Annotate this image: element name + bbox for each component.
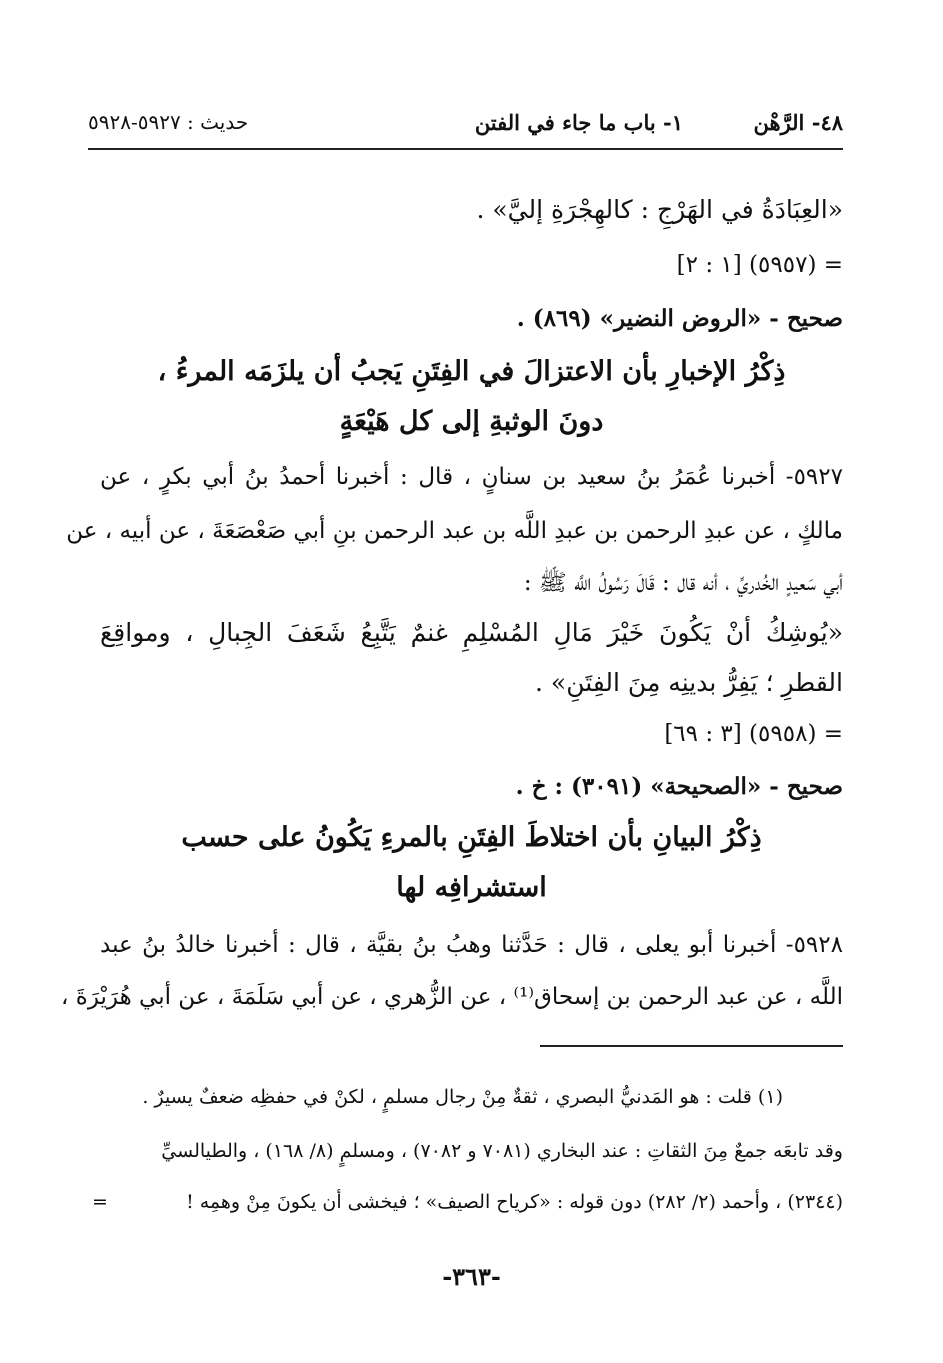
hadith-5928-line-1: ٥٩٢٨- أخبرنا أبو يعلى ، قال : حَدَّثنا وهبُ بنُ بقيَّة ، قال : أخبرنا خالدُ بنُ عبد — [100, 932, 843, 958]
header-chapter-title: ٤٨- الرَّهْن — [753, 110, 843, 135]
hadith-5927-line-2: مالكٍ ، عن عبدِ الرحمن بن عبدِ اللَّه بن عبد الرحمن بنِ أبي صَعْصَعَةَ ، عن أبيه ، عن — [66, 518, 843, 544]
footnote-divider — [540, 1045, 843, 1047]
quote-end-line: «العِبَادَةُ في الهَرْجِ : كالهِجْرَةِ إليَّ» . — [476, 195, 843, 224]
grade-line-2: صحيح - «الصحيحة» (٣٠٩١) : خ . — [515, 773, 843, 800]
chapter-heading-2-line-1: ذِكْرُ البيانِ بأن اختلاطَ الفِتَنِ بالمرءِ يَكُونُ على حسب — [181, 822, 762, 853]
header-section-title: ١- باب ما جاء في الفتن — [474, 110, 683, 135]
footnote-1-line-3: (٢٣٤٤) ، وأحمد (٢/ ٢٨٢) دون قوله : «كرياح الصيف» ؛ فيخشى أن يكونَ مِنْ وهمِه ! — [186, 1191, 843, 1213]
page-number: -٣٦٣- — [442, 1262, 501, 1291]
hadith-5928-line-2: اللَّه ، عن عبد الرحمن بن إسحاق⁽¹⁾ ، عن الزُّهري ، عن أبي سَلَمَةَ ، عن أبي هُرَيْرَةَ ، — [61, 984, 843, 1010]
running-header — [88, 110, 843, 146]
footnote-1-line-2: وقد تابعَه جمعٌ مِنَ الثقاتِ : عند البخاري (٧٠٨١ و ٧٠٨٢) ، ومسلمٍ (٨/ ١٦٨) ، والطيالسيِّ — [161, 1140, 843, 1162]
hadith-5927-line-1: ٥٩٢٧- أخبرنا عُمَرُ بنُ سعيد بن سنانٍ ، قال : أخبرنا أحمدُ بنُ أبي بكرٍ ، عن — [100, 464, 843, 490]
header-hadith-range: حديث : ٥٩٢٧-٥٩٢٨ — [88, 110, 249, 134]
grade-line-1: صحيح - «الروض النضير» (٨٦٩) . — [516, 305, 843, 332]
chapter-heading-1-line-1: ذِكْرُ الإخبارِ بأن الاعتزالَ في الفِتَنِ يَجبُ أن يلزَمَه المرءُ ، — [157, 356, 786, 387]
footnote-1-line-1: (١) قلت : هو المَدنيُّ البصري ، ثقةٌ مِنْ رجال مسلمٍ ، لكنْ في حفظِه ضعفٌ يسيرٌ . — [142, 1086, 783, 1108]
matn-5927-line-1: «يُوشِكُ أنْ يَكُونَ خَيْرَ مَالِ المُسْلِمِ غنمٌ يَتَّبِعُ شَعَفَ الجِبالِ ، ومواقِعَ — [100, 618, 843, 647]
reference-5957: = (٥٩٥٧) [١ : ٢] — [676, 252, 843, 278]
header-divider — [88, 148, 843, 150]
matn-5927-line-2: القطرِ ؛ يَفِرُّ بدينِه مِنَ الفِتَنِ» . — [535, 668, 843, 697]
reference-5958: = (٥٩٥٨) [٣ : ٦٩] — [664, 721, 843, 747]
chapter-heading-2-line-2: استشرافِه لها — [396, 872, 547, 903]
continuation-mark: = — [92, 1191, 108, 1213]
hadith-5927-line-3: أبي سَعيدٍ الخُدريِّ ، أنه قال : قَالَ رَسُولُ اللَّه ﷺ : — [523, 570, 843, 596]
chapter-heading-1-line-2: دونَ الوثبةِ إلى كل هَيْعَةٍ — [339, 406, 604, 437]
